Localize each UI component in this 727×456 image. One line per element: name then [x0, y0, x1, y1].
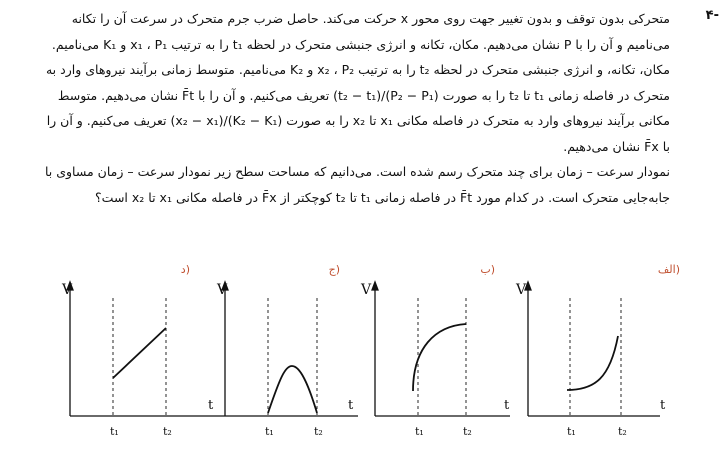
graph-c-label: (ج: [328, 263, 340, 276]
graph-a-y-axis: V: [516, 282, 527, 298]
graph-b-label: (ب: [480, 263, 495, 276]
question-number: -۴: [705, 8, 719, 23]
graph-a: [208, 263, 680, 438]
graph-b-t2: t₂: [463, 425, 472, 438]
graph-d-x-axis: t: [660, 398, 666, 413]
graph-d-t1: t₁: [110, 425, 119, 438]
question-paragraph-2: نمودار سرعت – زمان برای چند متحرک رسم شده است. می‌دانیم که مساحت سطح زیر نمودار سرعت – زمان مساوی با جابه‌جایی متحرک است. در کدام مورد F̄t در فاصله زمانی t₁ تا t₂ کوچکتر از F̄x در فاصله مکانی x₁ تا x₂ است؟: [44, 164, 670, 205]
question-paragraph-1: متحرکی بدون توقف و بدون تغییر جهت روی محور x حرکت می‌کند. حاصل ضرب جرم متحرک در سرعت آن را تکانه می‌نامیم و آن را با P نشان می‌دهیم. مکان، تکانه و انرژی جنبشی متحرک در لحظه t₁ را به ترتیب x₁ ، P₁ و K₁ می‌نامیم. مکان، تکانه، و انرژی جنبشی متحرک در لحظه t₂ را به ترتیب x₂ ، P₂ و K₂ می‌نامیم. متوسط زمانی برآیند نیروهای وارد به متحرک در فاصله زمانی t₁ تا t₂ را به صورت (P₂ − P₁)/(t₂ − t₁) تعریف می‌کنیم. و آن را با F̄t نشان می‌دهیم. متوسط مکانی برآیند نیروهای وارد به متحرک در فاصله مکانی x₁ تا x₂ را به صورت (K₂ − K₁)/(x₂ − x₁) تعریف می‌کنیم. و آن را با F̄x نشان می‌دهیم.: [45, 11, 670, 154]
graph-c-t1: t₁: [265, 425, 274, 438]
graph-c-x-axis: t: [208, 398, 214, 413]
graph-b-t1: t₁: [415, 425, 424, 438]
question-text: [40, 6, 670, 210]
graph-c: [216, 263, 358, 438]
graph-a-label: (الف: [657, 263, 680, 276]
graph-a-t2: t₂: [618, 425, 627, 438]
graph-b-x-axis: t: [348, 398, 354, 413]
graph-d-y-axis: V: [62, 282, 73, 298]
graph-d-label: (د: [180, 263, 190, 276]
graph-c-y-axis: V: [217, 282, 228, 298]
graph-c-t2: t₂: [314, 425, 323, 438]
graph-b: [348, 263, 510, 438]
graph-a-x-axis: t: [504, 398, 510, 413]
graphs-row: [40, 258, 720, 453]
graph-d-t2: t₂: [163, 425, 172, 438]
graph-a-t1: t₁: [567, 425, 576, 438]
graph-d: [61, 263, 225, 438]
graph-b-y-axis: V: [361, 282, 372, 298]
